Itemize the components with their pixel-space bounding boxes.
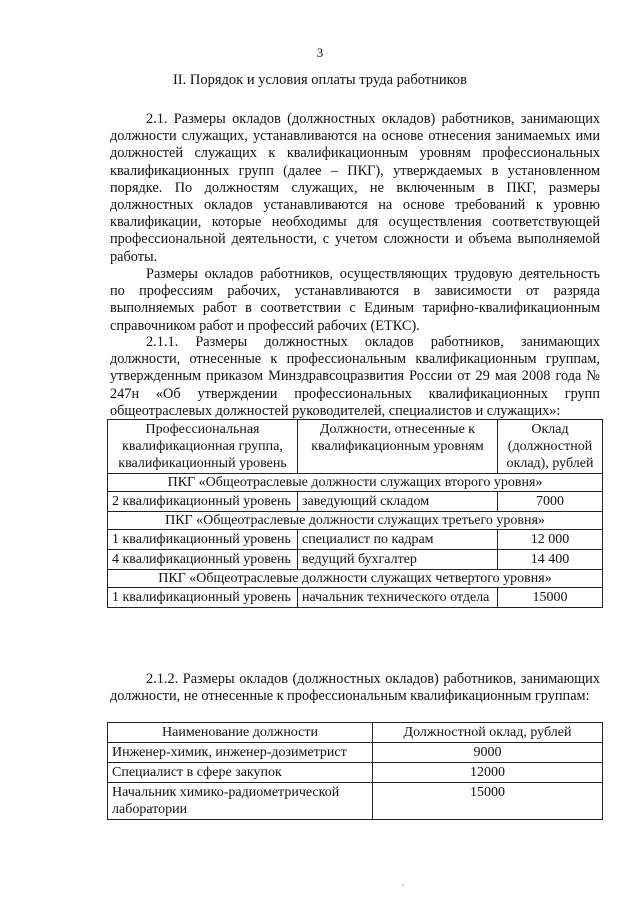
paragraph-2-1 bbox=[110, 111, 600, 266]
cell-salary: 7000 bbox=[498, 492, 603, 512]
table-header-row bbox=[108, 723, 603, 743]
paragraph-text: 2.1.2. Размеры окладов (должностных окладов) работников, занимающих должности, не отнесенные к профессиональным квалификационным группам: bbox=[110, 671, 600, 705]
scan-speck bbox=[402, 884, 404, 886]
header-pkg: Профессиональная квалификационная группа, квалификационный уровень bbox=[108, 420, 298, 474]
cell-position: Начальник химико-радиометрической лаборатории bbox=[108, 783, 373, 820]
cell-salary: 9000 bbox=[373, 743, 603, 763]
cell-salary: 14 400 bbox=[498, 550, 603, 570]
table-row bbox=[108, 763, 603, 783]
cell-position: Инженер-химик, инженер-дозиметрист bbox=[108, 743, 373, 763]
group-row bbox=[108, 474, 603, 492]
table-row bbox=[108, 492, 603, 512]
paragraph-2-1-1 bbox=[110, 334, 600, 420]
header-salary: Оклад (должностной оклад), рублей bbox=[498, 420, 603, 474]
page-number: 3 bbox=[316, 45, 324, 60]
cell-level: 2 квалификационный уровень bbox=[108, 492, 298, 512]
table-row bbox=[108, 530, 603, 550]
pkg-salary-table bbox=[107, 419, 603, 608]
paragraph-workers bbox=[110, 266, 600, 335]
other-positions-table bbox=[107, 722, 603, 820]
header-salary: Должностной оклад, рублей bbox=[373, 723, 603, 743]
cell-salary: 15000 bbox=[373, 783, 603, 820]
group-row bbox=[108, 570, 603, 588]
paragraph-text: 2.1. Размеры окладов (должностных окладов) работников, занимающих должности служащих, устанавливаются на основе отнесения занимаемых ими должностей служащих к квалификационным уровням профессиональных квалификационных групп (далее – ПКГ), утверждаемых в установленном порядке. По должностям служащих, не включенным в ПКГ, размеры должностных окладов устанавливаются на основе требований к уровню квалификации, которые необходимы для осуществления соответствующей профессиональной деятельности, с учетом сложности и объема выполняемой работы. bbox=[110, 111, 600, 265]
group-row bbox=[108, 512, 603, 530]
cell-position: ведущий бухгалтер bbox=[298, 550, 498, 570]
paragraph-text: 2.1.1. Размеры должностных окладов работников, занимающих должности, отнесенные к профессиональным квалификационным группам, утвержденным приказом Минздравсоцразвития России от 29 мая 2008 года № 247н «Об утверждении профессиональных квалификационных групп общеотраслевых должностей руководителей, специалистов и служащих»: bbox=[110, 334, 600, 419]
table-row bbox=[108, 783, 603, 820]
cell-salary: 12000 bbox=[373, 763, 603, 783]
table-header-row bbox=[108, 420, 603, 474]
table-row bbox=[108, 743, 603, 763]
cell-position: Специалист в сфере закупок bbox=[108, 763, 373, 783]
cell-salary: 15000 bbox=[498, 588, 603, 608]
cell-position: заведующий складом bbox=[298, 492, 498, 512]
cell-level: 1 квалификационный уровень bbox=[108, 530, 298, 550]
section-heading: II. Порядок и условия оплаты труда работников bbox=[172, 72, 468, 88]
group-title-2: ПКГ «Общеотраслевые должности служащих второго уровня» bbox=[108, 474, 603, 492]
cell-level: 1 квалификационный уровень bbox=[108, 588, 298, 608]
paragraph-text: Размеры окладов работников, осуществляющих трудовую деятельность по профессиям рабочих, устанавливаются в зависимости от разряда выполняемых работ в соответствии с Единым тарифно-квалификационным справочником работ и профессий рабочих (ЕТКС). bbox=[110, 266, 600, 334]
cell-position: специалист по кадрам bbox=[298, 530, 498, 550]
cell-level: 4 квалификационный уровень bbox=[108, 550, 298, 570]
group-title-4: ПКГ «Общеотраслевые должности служащих четвертого уровня» bbox=[108, 570, 603, 588]
cell-position: начальник технического отдела bbox=[298, 588, 498, 608]
header-positions: Должности, отнесенные к квалификационным уровням bbox=[298, 420, 498, 474]
header-position-name: Наименование должности bbox=[108, 723, 373, 743]
table-row bbox=[108, 550, 603, 570]
paragraph-2-1-2 bbox=[110, 671, 600, 705]
cell-salary: 12 000 bbox=[498, 530, 603, 550]
table-row bbox=[108, 588, 603, 608]
group-title-3: ПКГ «Общеотраслевые должности служащих третьего уровня» bbox=[108, 512, 603, 530]
